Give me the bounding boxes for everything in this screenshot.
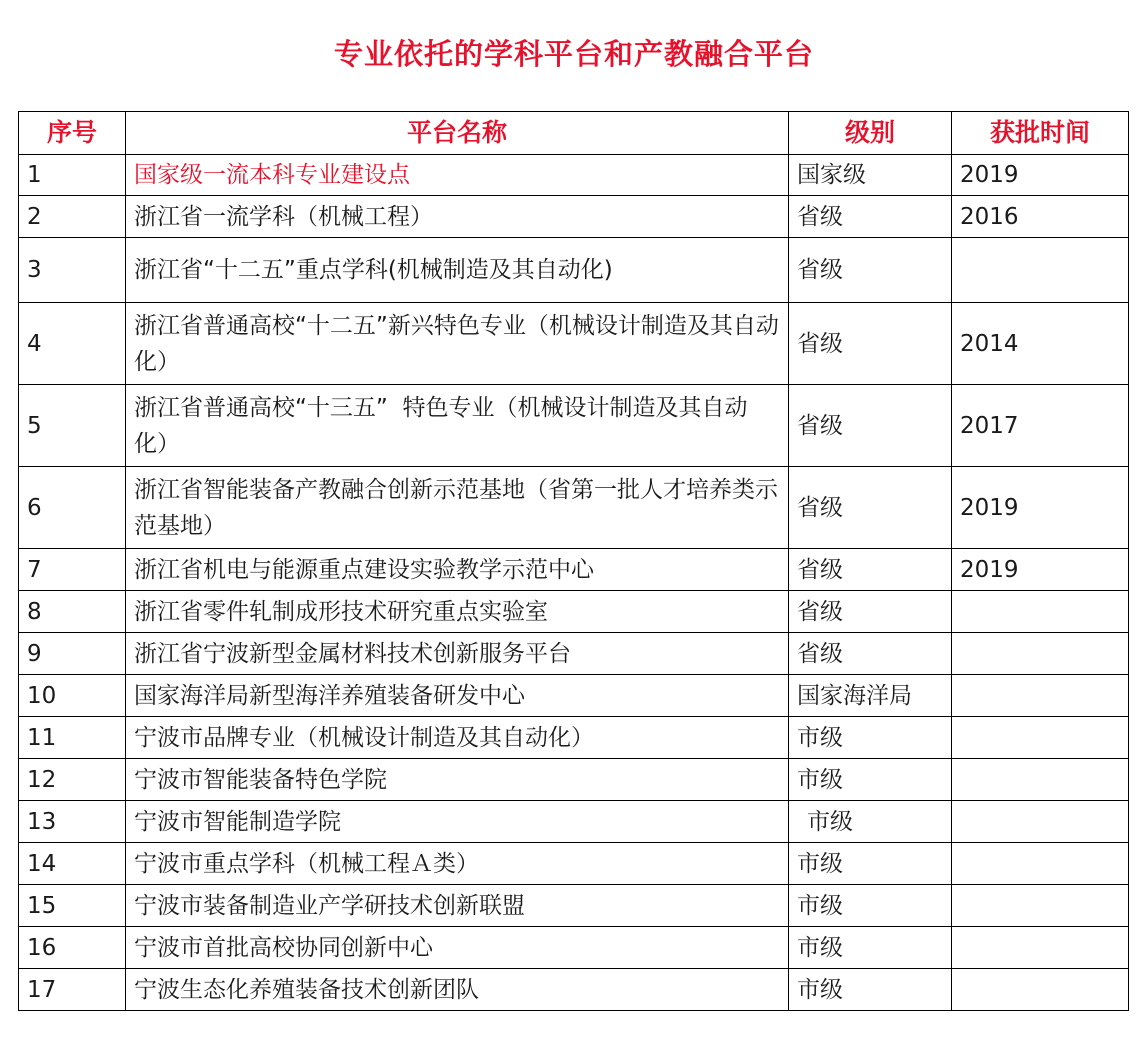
row-level: 市级	[789, 885, 952, 927]
row-num: 1	[19, 155, 126, 196]
table-row	[19, 675, 1129, 717]
row-year	[952, 759, 1129, 801]
row-level: 国家级	[789, 155, 952, 196]
row-name: 宁波市装备制造业产学研技术创新联盟	[126, 885, 789, 927]
row-year	[952, 885, 1129, 927]
header-level: 级别	[789, 112, 952, 155]
table-row	[19, 885, 1129, 927]
row-num: 12	[19, 759, 126, 801]
table-row	[19, 238, 1129, 303]
table-row	[19, 385, 1129, 467]
row-level: 省级	[789, 385, 952, 467]
row-num: 7	[19, 549, 126, 591]
row-year: 2016	[952, 196, 1129, 238]
row-num: 13	[19, 801, 126, 843]
table-row	[19, 303, 1129, 385]
table-row	[19, 467, 1129, 549]
row-num: 16	[19, 927, 126, 969]
row-name: 浙江省零件轧制成形技术研究重点实验室	[126, 591, 789, 633]
row-num: 9	[19, 633, 126, 675]
table-row	[19, 759, 1129, 801]
row-year: 2017	[952, 385, 1129, 467]
row-name: 宁波市重点学科（机械工程Ａ类）	[126, 843, 789, 885]
header-num: 序号	[19, 112, 126, 155]
table-row	[19, 155, 1129, 196]
row-num: 6	[19, 467, 126, 549]
row-year	[952, 843, 1129, 885]
table-row	[19, 801, 1129, 843]
row-level: 省级	[789, 549, 952, 591]
row-level: 国家海洋局	[789, 675, 952, 717]
row-name: 浙江省智能装备产教融合创新示范基地（省第一批人才培养类示范基地）	[126, 467, 789, 549]
row-name: 浙江省机电与能源重点建设实验教学示范中心	[126, 549, 789, 591]
table-row	[19, 927, 1129, 969]
row-name: 宁波市首批高校协同创新中心	[126, 927, 789, 969]
row-year	[952, 969, 1129, 1011]
row-year	[952, 591, 1129, 633]
row-year	[952, 927, 1129, 969]
row-num: 17	[19, 969, 126, 1011]
row-name: 浙江省普通高校“十二五”新兴特色专业（机械设计制造及其自动化）	[126, 303, 789, 385]
table-row	[19, 591, 1129, 633]
row-year	[952, 633, 1129, 675]
row-name: 宁波市品牌专业（机械设计制造及其自动化）	[126, 717, 789, 759]
table-row	[19, 633, 1129, 675]
row-year	[952, 238, 1129, 303]
table-row	[19, 549, 1129, 591]
page-title: 专业依托的学科平台和产教融合平台	[333, 37, 814, 71]
row-year	[952, 717, 1129, 759]
table-row	[19, 717, 1129, 759]
row-num: 14	[19, 843, 126, 885]
row-num: 4	[19, 303, 126, 385]
row-num: 2	[19, 196, 126, 238]
row-num: 10	[19, 675, 126, 717]
row-level: 市级	[789, 801, 952, 843]
row-num: 15	[19, 885, 126, 927]
row-level: 市级	[789, 843, 952, 885]
row-year: 2019	[952, 155, 1129, 196]
row-level: 省级	[789, 196, 952, 238]
table-header-row	[19, 112, 1129, 155]
row-level: 省级	[789, 467, 952, 549]
row-level: 省级	[789, 633, 952, 675]
row-num: 11	[19, 717, 126, 759]
row-name: 宁波生态化养殖装备技术创新团队	[126, 969, 789, 1011]
row-name: 国家级一流本科专业建设点	[126, 155, 789, 196]
row-level: 市级	[789, 969, 952, 1011]
platform-table	[18, 111, 1129, 1011]
row-level: 省级	[789, 303, 952, 385]
row-level: 市级	[789, 759, 952, 801]
header-name: 平台名称	[126, 112, 789, 155]
row-year	[952, 675, 1129, 717]
row-num: 3	[19, 238, 126, 303]
row-year: 2019	[952, 549, 1129, 591]
row-name: 浙江省普通高校“十三五” 特色专业（机械设计制造及其自动化）	[126, 385, 789, 467]
row-level: 省级	[789, 238, 952, 303]
row-year: 2019	[952, 467, 1129, 549]
row-name: 浙江省宁波新型金属材料技术创新服务平台	[126, 633, 789, 675]
table-row	[19, 196, 1129, 238]
row-year	[952, 801, 1129, 843]
row-num: 5	[19, 385, 126, 467]
row-level: 市级	[789, 927, 952, 969]
row-name: 浙江省“十二五”重点学科(机械制造及其自动化)	[126, 238, 789, 303]
row-name: 国家海洋局新型海洋养殖装备研发中心	[126, 675, 789, 717]
row-name: 宁波市智能装备特色学院	[126, 759, 789, 801]
row-level: 省级	[789, 591, 952, 633]
table-row	[19, 843, 1129, 885]
row-name: 浙江省一流学科（机械工程）	[126, 196, 789, 238]
header-year: 获批时间	[952, 112, 1129, 155]
row-num: 8	[19, 591, 126, 633]
row-name: 宁波市智能制造学院	[126, 801, 789, 843]
table-row	[19, 969, 1129, 1011]
row-year: 2014	[952, 303, 1129, 385]
row-level: 市级	[789, 717, 952, 759]
